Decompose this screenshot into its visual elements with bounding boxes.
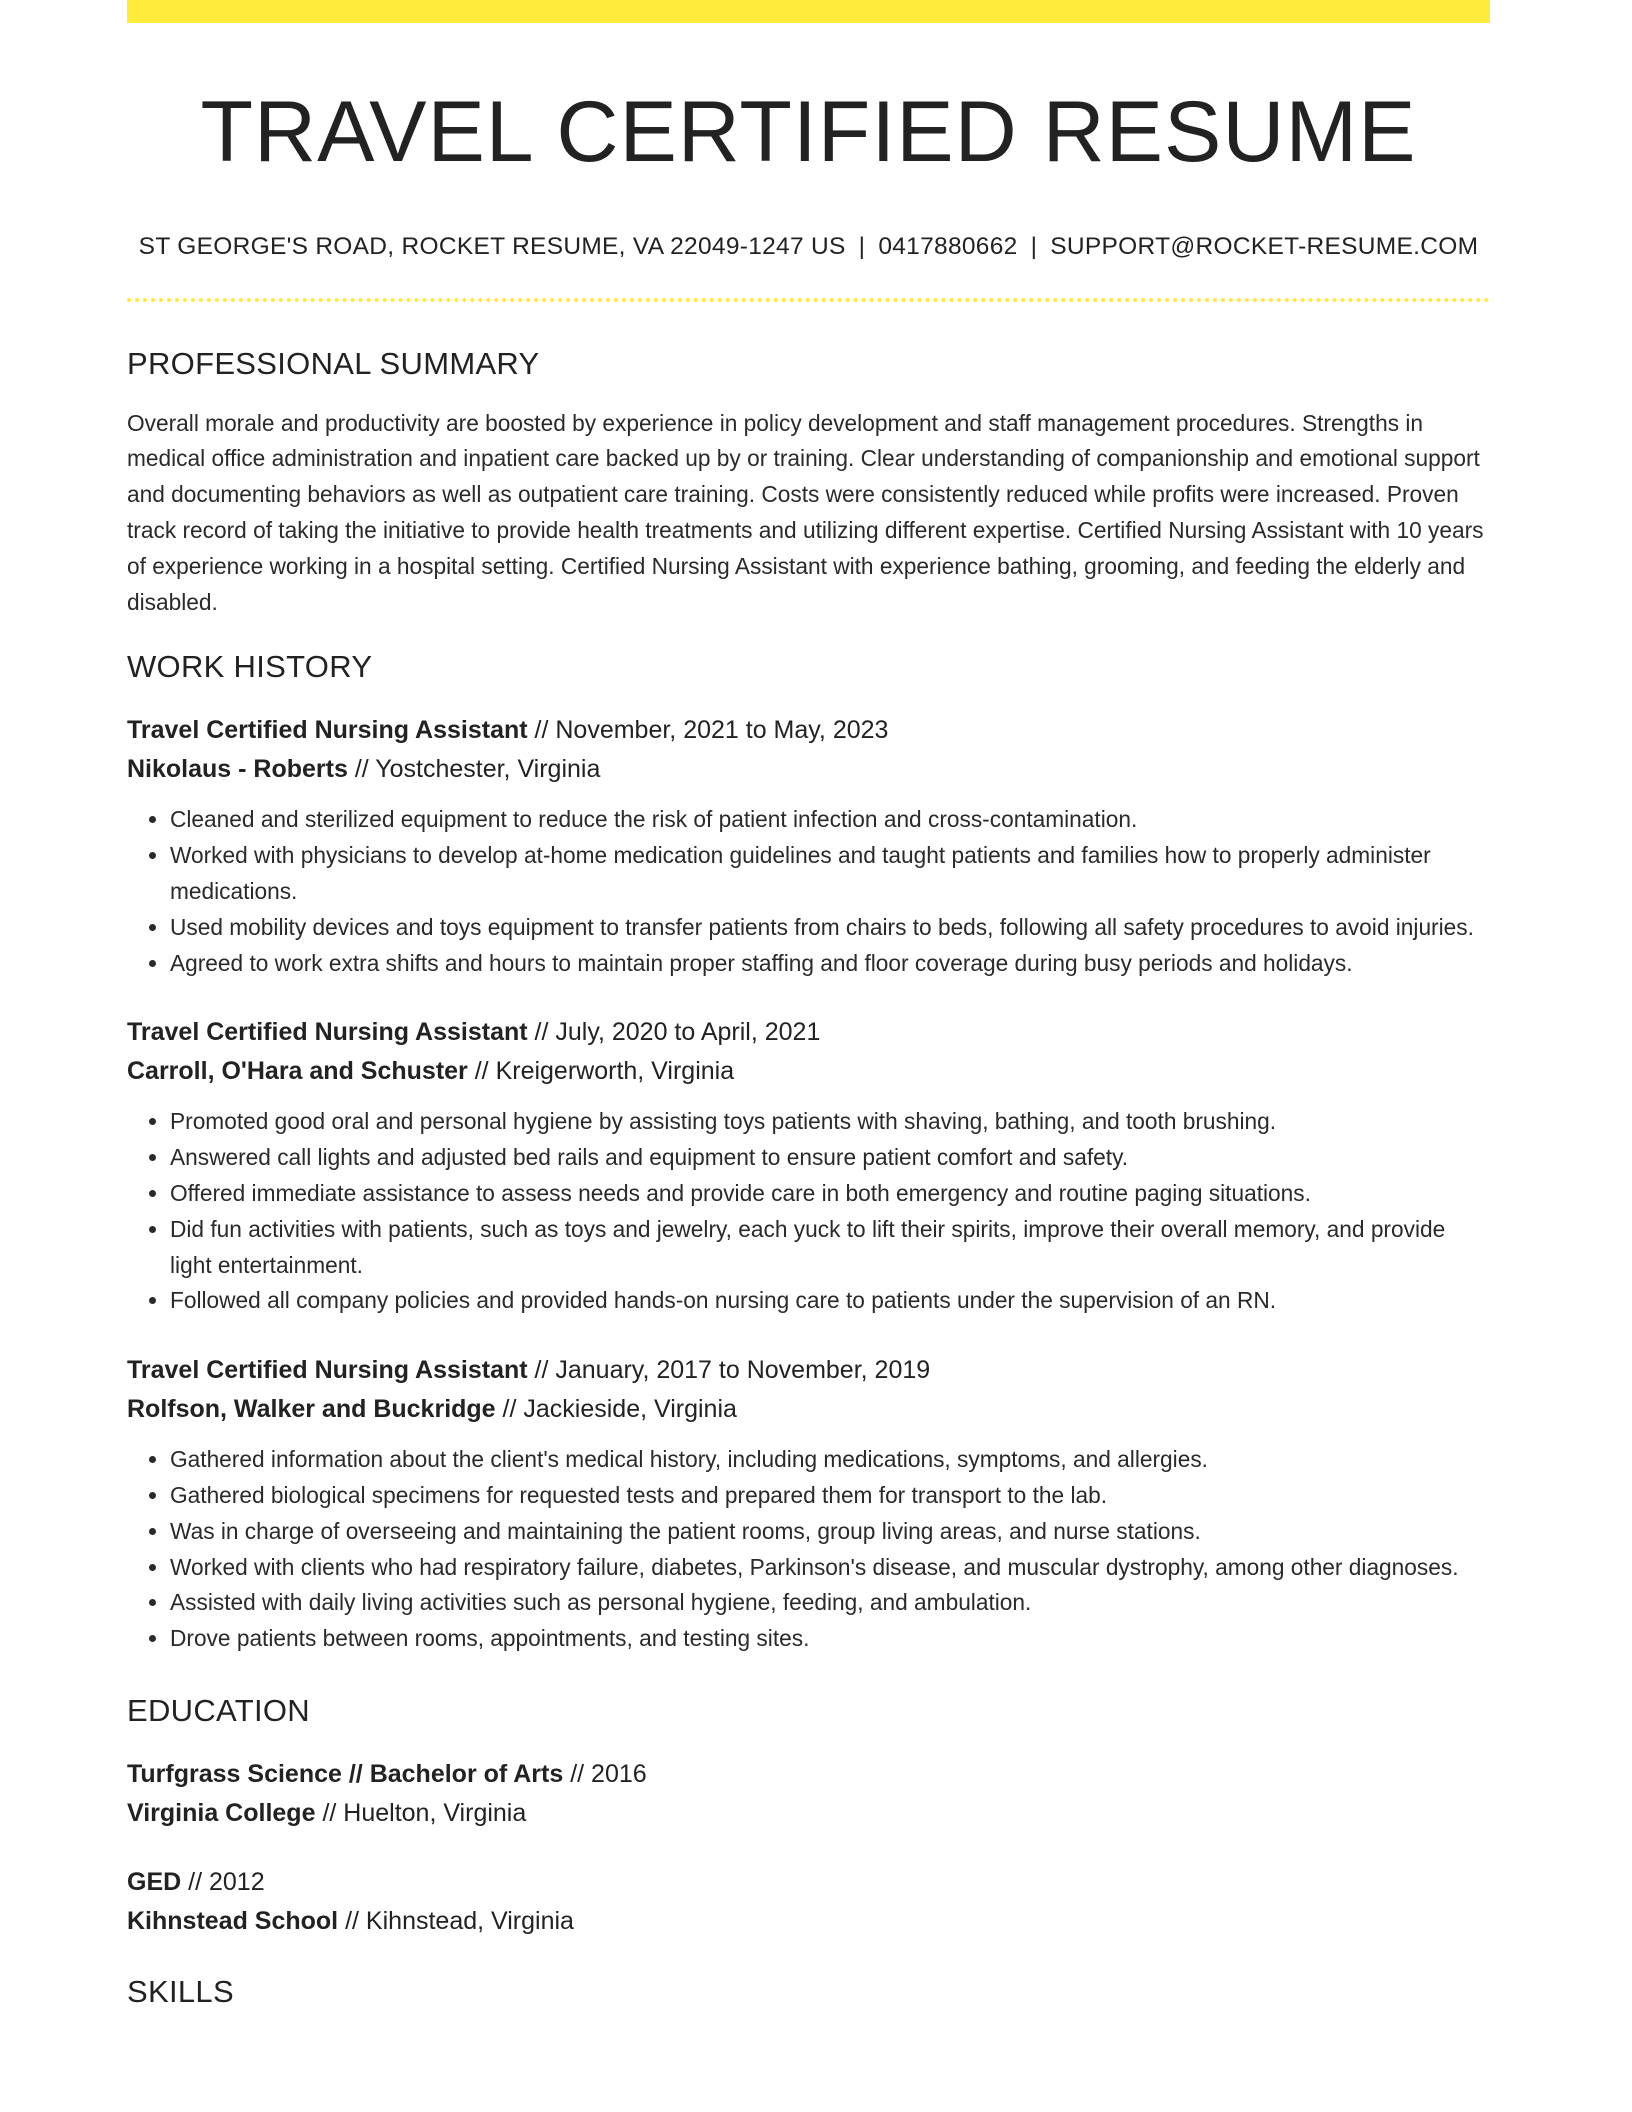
work-history-section-title: WORK HISTORY — [127, 649, 373, 685]
job-dates: // January, 2017 to November, 2019 — [534, 1356, 931, 1385]
education-section-title: EDUCATION — [127, 1692, 310, 1728]
job-company: Rolfson, Walker and Buckridge — [127, 1395, 496, 1424]
accent-top-bar — [127, 0, 1490, 23]
contact-address: ST GEORGE'S ROAD, ROCKET RESUME, VA 22049-1247 US — [138, 232, 846, 260]
job-role: Travel Certified Nursing Assistant — [127, 1018, 528, 1047]
job-bullet: • Was in charge of overseeing and maintaining the patient rooms, group living areas, and nurse stations. — [170, 1514, 1490, 1550]
job-company: Nikolaus - Roberts — [127, 755, 348, 784]
job-bullet: • Assisted with daily living activities such as personal hygiene, feeding, and ambulation. — [170, 1585, 1490, 1621]
job-bullet: • Used mobility devices and toys equipment to transfer patients from chairs to beds, following all safety procedures to avoid injuries. — [170, 910, 1490, 946]
education-degree-line — [127, 1863, 1490, 1902]
job-role-line — [127, 1351, 1490, 1390]
education-degree-line — [127, 1755, 1490, 1794]
job-location: // Yostchester, Virginia — [354, 755, 601, 784]
job-entry — [127, 1351, 1490, 1657]
contact-email: SUPPORT@ROCKET-RESUME.COM — [1050, 232, 1479, 260]
job-bullet: • Promoted good oral and personal hygiene by assisting toys patients with shaving, bathing, and tooth brushing. — [170, 1104, 1490, 1140]
education-school: Virginia College — [127, 1798, 316, 1827]
summary-section-title: PROFESSIONAL SUMMARY — [127, 345, 540, 381]
job-company-line — [127, 1390, 1490, 1429]
job-bullet-list — [127, 1442, 1490, 1657]
job-dates: // November, 2021 to May, 2023 — [534, 716, 889, 745]
education-entry — [127, 1863, 1490, 1941]
job-bullet: • Did fun activities with patients, such as toys and jewelry, each yuck to lift their spirits, improve their overall memory, and provide light entertainment. — [170, 1212, 1490, 1284]
dotted-divider — [127, 298, 1490, 302]
education-school-line — [127, 1902, 1490, 1941]
contact-phone: 0417880662 — [878, 232, 1018, 260]
job-location: // Kreigerworth, Virginia — [474, 1057, 735, 1086]
skills-section-title: SKILLS — [127, 1973, 234, 2009]
job-bullet-list — [127, 1104, 1490, 1319]
resume-page — [127, 0, 1490, 2010]
education-entry — [127, 1755, 1490, 1833]
job-bullet: • Gathered information about the client's medical history, including medications, symptoms, and allergies. — [170, 1442, 1490, 1478]
job-company-line — [127, 750, 1490, 789]
job-bullet: • Followed all company policies and provided hands-on nursing care to patients under the supervision of an RN. — [170, 1283, 1490, 1319]
job-role-line — [127, 711, 1490, 750]
job-bullet: • Gathered biological specimens for requested tests and prepared them for transport to the lab. — [170, 1478, 1490, 1514]
job-bullet: • Agreed to work extra shifts and hours to maintain proper staffing and floor coverage during busy periods and holidays. — [170, 946, 1490, 982]
education-school-line — [127, 1794, 1490, 1833]
job-entry — [127, 1013, 1490, 1319]
education-location: // Huelton, Virginia — [322, 1798, 527, 1827]
job-bullet: • Worked with physicians to develop at-home medication guidelines and taught patients and families how to properly administer medications. — [170, 838, 1490, 910]
job-bullet: • Drove patients between rooms, appointments, and testing sites. — [170, 1621, 1490, 1657]
job-bullet: • Answered call lights and adjusted bed rails and equipment to ensure patient comfort and safety. — [170, 1140, 1490, 1176]
job-dates: // July, 2020 to April, 2021 — [534, 1018, 821, 1047]
job-company-line — [127, 1052, 1490, 1091]
education-location: // Kihnstead, Virginia — [345, 1906, 574, 1935]
summary-text: Overall morale and productivity are boosted by experience in policy development and staff management procedures. Strengths in medical office administration and inpatient care backed up by or training. Clear understanding of companionship and emotional support and documenting behaviors as well as outpatient care training. Costs were consistently reduced while profits were increased. Proven track record of taking the initiative to provide health treatments and utilizing different expertise. Certified Nursing Assistant with 10 years of experience working in a hospital setting. Certified Nursing Assistant with experience bathing, grooming, and feeding the elderly and disabled. — [127, 409, 1484, 615]
job-location: // Jackieside, Virginia — [502, 1395, 737, 1424]
contact-separator: | — [858, 232, 866, 260]
resume-name-heading: TRAVEL CERTIFIED RESUME — [200, 84, 1417, 180]
job-company: Carroll, O'Hara and Schuster — [127, 1057, 468, 1086]
job-role: Travel Certified Nursing Assistant — [127, 1356, 528, 1385]
job-role-line — [127, 1013, 1490, 1052]
job-bullet: • Offered immediate assistance to assess needs and provide care in both emergency and routine paging situations. — [170, 1176, 1490, 1212]
education-year: // 2012 — [188, 1867, 265, 1896]
job-entry — [127, 711, 1490, 981]
education-degree: GED — [127, 1867, 182, 1896]
contact-separator: | — [1030, 232, 1038, 260]
job-bullet: • Worked with clients who had respiratory failure, diabetes, Parkinson's disease, and muscular dystrophy, among other diagnoses. — [170, 1550, 1490, 1586]
education-year: // 2016 — [570, 1759, 647, 1788]
education-degree: Turfgrass Science // Bachelor of Arts — [127, 1759, 564, 1788]
education-school: Kihnstead School — [127, 1906, 339, 1935]
job-bullet-list — [127, 802, 1490, 981]
contact-line — [127, 233, 1490, 261]
job-role: Travel Certified Nursing Assistant — [127, 716, 528, 745]
job-bullet: • Cleaned and sterilized equipment to reduce the risk of patient infection and cross-contamination. — [170, 802, 1490, 838]
